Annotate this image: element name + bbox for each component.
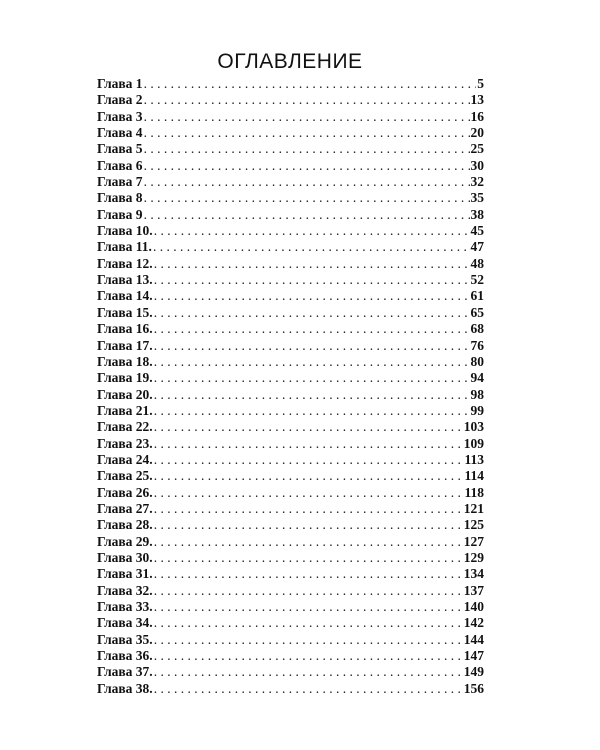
page-title: ОГЛАВЛЕНИЕ bbox=[217, 50, 363, 74]
toc-dot-leader bbox=[154, 223, 470, 239]
toc-dot-leader bbox=[154, 452, 464, 468]
toc-dot-leader bbox=[154, 354, 470, 370]
toc-entry-label: Глава 18. bbox=[97, 353, 153, 369]
toc-entry-page-number: 129 bbox=[463, 549, 484, 565]
toc-entry bbox=[97, 272, 484, 288]
toc-entry-page-number: 142 bbox=[463, 615, 484, 631]
toc-entry-label: Глава 26. bbox=[97, 484, 153, 500]
toc-entry-page-number: 114 bbox=[464, 468, 484, 484]
toc-entry bbox=[97, 354, 484, 370]
toc-entry-page-number: 52 bbox=[470, 272, 484, 288]
toc-entry-label: Глава 33. bbox=[97, 599, 153, 614]
toc-entry bbox=[97, 387, 484, 403]
toc-entry-page-number: 113 bbox=[464, 451, 484, 467]
toc-dot-leader bbox=[154, 550, 463, 566]
toc-entry-page-number: 45 bbox=[470, 223, 484, 239]
toc-list bbox=[97, 76, 484, 697]
toc-entry bbox=[97, 632, 484, 648]
toc-entry-page-number: 137 bbox=[463, 582, 484, 598]
toc-dot-leader bbox=[154, 583, 463, 599]
toc-entry-page-number: 20 bbox=[470, 125, 484, 141]
toc-entry-label: Глава 7 bbox=[97, 174, 143, 190]
toc-dot-leader bbox=[154, 256, 470, 272]
toc-dot-leader bbox=[144, 158, 470, 174]
toc-entry-label: Глава 37. bbox=[97, 664, 153, 680]
toc-entry bbox=[97, 485, 484, 501]
toc-entry bbox=[97, 207, 484, 223]
toc-entry bbox=[97, 338, 484, 354]
toc-entry bbox=[97, 452, 484, 468]
toc-entry-label: Глава 14. bbox=[97, 288, 153, 304]
toc-dot-leader bbox=[144, 174, 470, 190]
toc-entry bbox=[97, 403, 484, 419]
toc-entry bbox=[97, 436, 484, 452]
toc-entry-page-number: 134 bbox=[463, 566, 484, 582]
toc-entry-label: Глава 6 bbox=[97, 157, 143, 173]
toc-entry-label: Глава 22. bbox=[97, 419, 153, 435]
toc-entry-page-number: 30 bbox=[470, 157, 484, 173]
toc-entry bbox=[97, 615, 484, 631]
toc-entry-label: Глава 8 bbox=[97, 190, 143, 206]
toc-entry-label: Глава 21. bbox=[97, 402, 153, 418]
toc-entry-page-number: 118 bbox=[464, 484, 484, 500]
toc-dot-leader bbox=[154, 419, 463, 435]
toc-entry-label: Глава 36. bbox=[97, 648, 153, 664]
toc-entry-page-number: 144 bbox=[463, 631, 484, 647]
toc-entry-label: Глава 28. bbox=[97, 517, 153, 533]
toc-entry-label: Глава 20. bbox=[97, 386, 153, 402]
toc-dot-leader bbox=[154, 664, 463, 680]
toc-entry-label: Глава 1 bbox=[97, 76, 143, 91]
toc-dot-leader bbox=[153, 239, 470, 255]
toc-entry bbox=[97, 125, 484, 141]
toc-dot-leader bbox=[154, 632, 463, 648]
toc-entry bbox=[97, 321, 484, 337]
toc-entry-page-number: 65 bbox=[470, 304, 484, 320]
toc-dot-leader bbox=[144, 76, 477, 92]
toc-dot-leader bbox=[154, 534, 463, 550]
toc-dot-leader bbox=[154, 387, 470, 403]
toc-dot-leader bbox=[154, 485, 464, 501]
toc-entry-page-number: 61 bbox=[470, 288, 484, 304]
toc-entry-label: Глава 17. bbox=[97, 337, 153, 353]
toc-entry bbox=[97, 534, 484, 550]
toc-dot-leader bbox=[154, 338, 470, 354]
toc-entry-page-number: 99 bbox=[470, 402, 484, 418]
toc-entry bbox=[97, 648, 484, 664]
toc-dot-leader bbox=[154, 517, 463, 533]
toc-entry-label: Глава 30. bbox=[97, 549, 153, 565]
toc-entry bbox=[97, 92, 484, 108]
toc-entry-label: Глава 11. bbox=[97, 239, 152, 255]
toc-entry bbox=[97, 109, 484, 125]
toc-entry bbox=[97, 305, 484, 321]
toc-dot-leader bbox=[154, 321, 470, 337]
toc-entry bbox=[97, 566, 484, 582]
toc-entry-label: Глава 38. bbox=[97, 680, 153, 696]
toc-entry-label: Глава 29. bbox=[97, 533, 153, 549]
toc-dot-leader bbox=[144, 109, 470, 125]
toc-entry-label: Глава 15. bbox=[97, 304, 153, 320]
toc-entry bbox=[97, 141, 484, 157]
toc-entry bbox=[97, 174, 484, 190]
toc-dot-leader bbox=[144, 92, 470, 108]
toc-entry-label: Глава 23. bbox=[97, 435, 153, 451]
toc-entry-page-number: 149 bbox=[463, 664, 484, 680]
toc-dot-leader bbox=[154, 272, 470, 288]
toc-entry-label: Глава 10. bbox=[97, 223, 153, 239]
toc-entry bbox=[97, 517, 484, 533]
toc-dot-leader bbox=[154, 305, 470, 321]
toc-dot-leader bbox=[144, 125, 470, 141]
toc-entry bbox=[97, 190, 484, 206]
toc-entry-page-number: 13 bbox=[470, 92, 484, 108]
toc-entry bbox=[97, 468, 484, 484]
toc-entry bbox=[97, 599, 484, 615]
toc-entry-page-number: 35 bbox=[470, 190, 484, 206]
toc-entry bbox=[97, 664, 484, 680]
toc-entry-label: Глава 31. bbox=[97, 566, 153, 582]
toc-entry bbox=[97, 550, 484, 566]
toc-entry-label: Глава 9 bbox=[97, 206, 143, 222]
toc-dot-leader bbox=[154, 370, 470, 386]
toc-entry-label: Глава 16. bbox=[97, 321, 153, 337]
toc-entry-label: Глава 27. bbox=[97, 500, 153, 516]
toc-entry-label: Глава 32. bbox=[97, 582, 153, 598]
toc-dot-leader bbox=[154, 615, 463, 631]
toc-dot-leader bbox=[154, 436, 463, 452]
toc-entry bbox=[97, 288, 484, 304]
toc-dot-leader bbox=[154, 681, 463, 697]
toc-dot-leader bbox=[154, 288, 470, 304]
toc-entry bbox=[97, 370, 484, 386]
toc-entry-page-number: 48 bbox=[470, 255, 484, 271]
toc-entry-page-number: 80 bbox=[470, 353, 484, 369]
toc-entry bbox=[97, 158, 484, 174]
toc-entry-label: Глава 5 bbox=[97, 141, 143, 157]
toc-entry-page-number: 109 bbox=[463, 435, 484, 451]
toc-entry bbox=[97, 76, 484, 92]
toc-dot-leader bbox=[154, 468, 464, 484]
toc-entry-page-number: 147 bbox=[463, 648, 484, 664]
toc-entry bbox=[97, 419, 484, 435]
toc-entry-label: Глава 3 bbox=[97, 108, 143, 124]
toc-dot-leader bbox=[154, 501, 463, 517]
toc-entry-label: Глава 2 bbox=[97, 92, 143, 108]
toc-entry-page-number: 156 bbox=[463, 680, 484, 696]
toc-entry-label: Глава 12. bbox=[97, 255, 153, 271]
toc-entry-page-number: 5 bbox=[477, 76, 484, 91]
toc-entry bbox=[97, 583, 484, 599]
toc-dot-leader bbox=[144, 141, 470, 157]
toc-entry-label: Глава 35. bbox=[97, 631, 153, 647]
toc-entry bbox=[97, 681, 484, 697]
toc-entry-label: Глава 24. bbox=[97, 451, 153, 467]
toc-entry-page-number: 47 bbox=[470, 239, 484, 255]
toc-entry-page-number: 103 bbox=[463, 419, 484, 435]
toc-entry-page-number: 121 bbox=[463, 500, 484, 516]
toc-dot-leader bbox=[154, 648, 463, 664]
toc-entry-page-number: 16 bbox=[470, 108, 484, 124]
toc-entry bbox=[97, 501, 484, 517]
toc-entry-page-number: 94 bbox=[470, 370, 484, 386]
toc-dot-leader bbox=[154, 403, 470, 419]
toc-entry-page-number: 125 bbox=[463, 517, 484, 533]
toc-dot-leader bbox=[154, 566, 463, 582]
toc-entry-page-number: 127 bbox=[463, 533, 484, 549]
toc-entry-label: Глава 25. bbox=[97, 468, 153, 484]
toc-entry-page-number: 38 bbox=[470, 206, 484, 222]
toc-entry-page-number: 32 bbox=[470, 174, 484, 190]
toc-entry bbox=[97, 223, 484, 239]
toc-entry-page-number: 140 bbox=[463, 599, 484, 614]
toc-entry-page-number: 98 bbox=[470, 386, 484, 402]
toc-dot-leader bbox=[144, 207, 470, 223]
toc-dot-leader bbox=[154, 599, 463, 615]
toc-entry-label: Глава 13. bbox=[97, 272, 153, 288]
toc-entry-label: Глава 34. bbox=[97, 615, 153, 631]
toc-entry-page-number: 68 bbox=[470, 321, 484, 337]
toc-entry-label: Глава 19. bbox=[97, 370, 153, 386]
toc-entry bbox=[97, 256, 484, 272]
toc-entry-page-number: 25 bbox=[470, 141, 484, 157]
toc-dot-leader bbox=[144, 190, 470, 206]
toc-entry bbox=[97, 239, 484, 255]
toc-entry-label: Глава 4 bbox=[97, 125, 143, 141]
toc-entry-page-number: 76 bbox=[470, 337, 484, 353]
